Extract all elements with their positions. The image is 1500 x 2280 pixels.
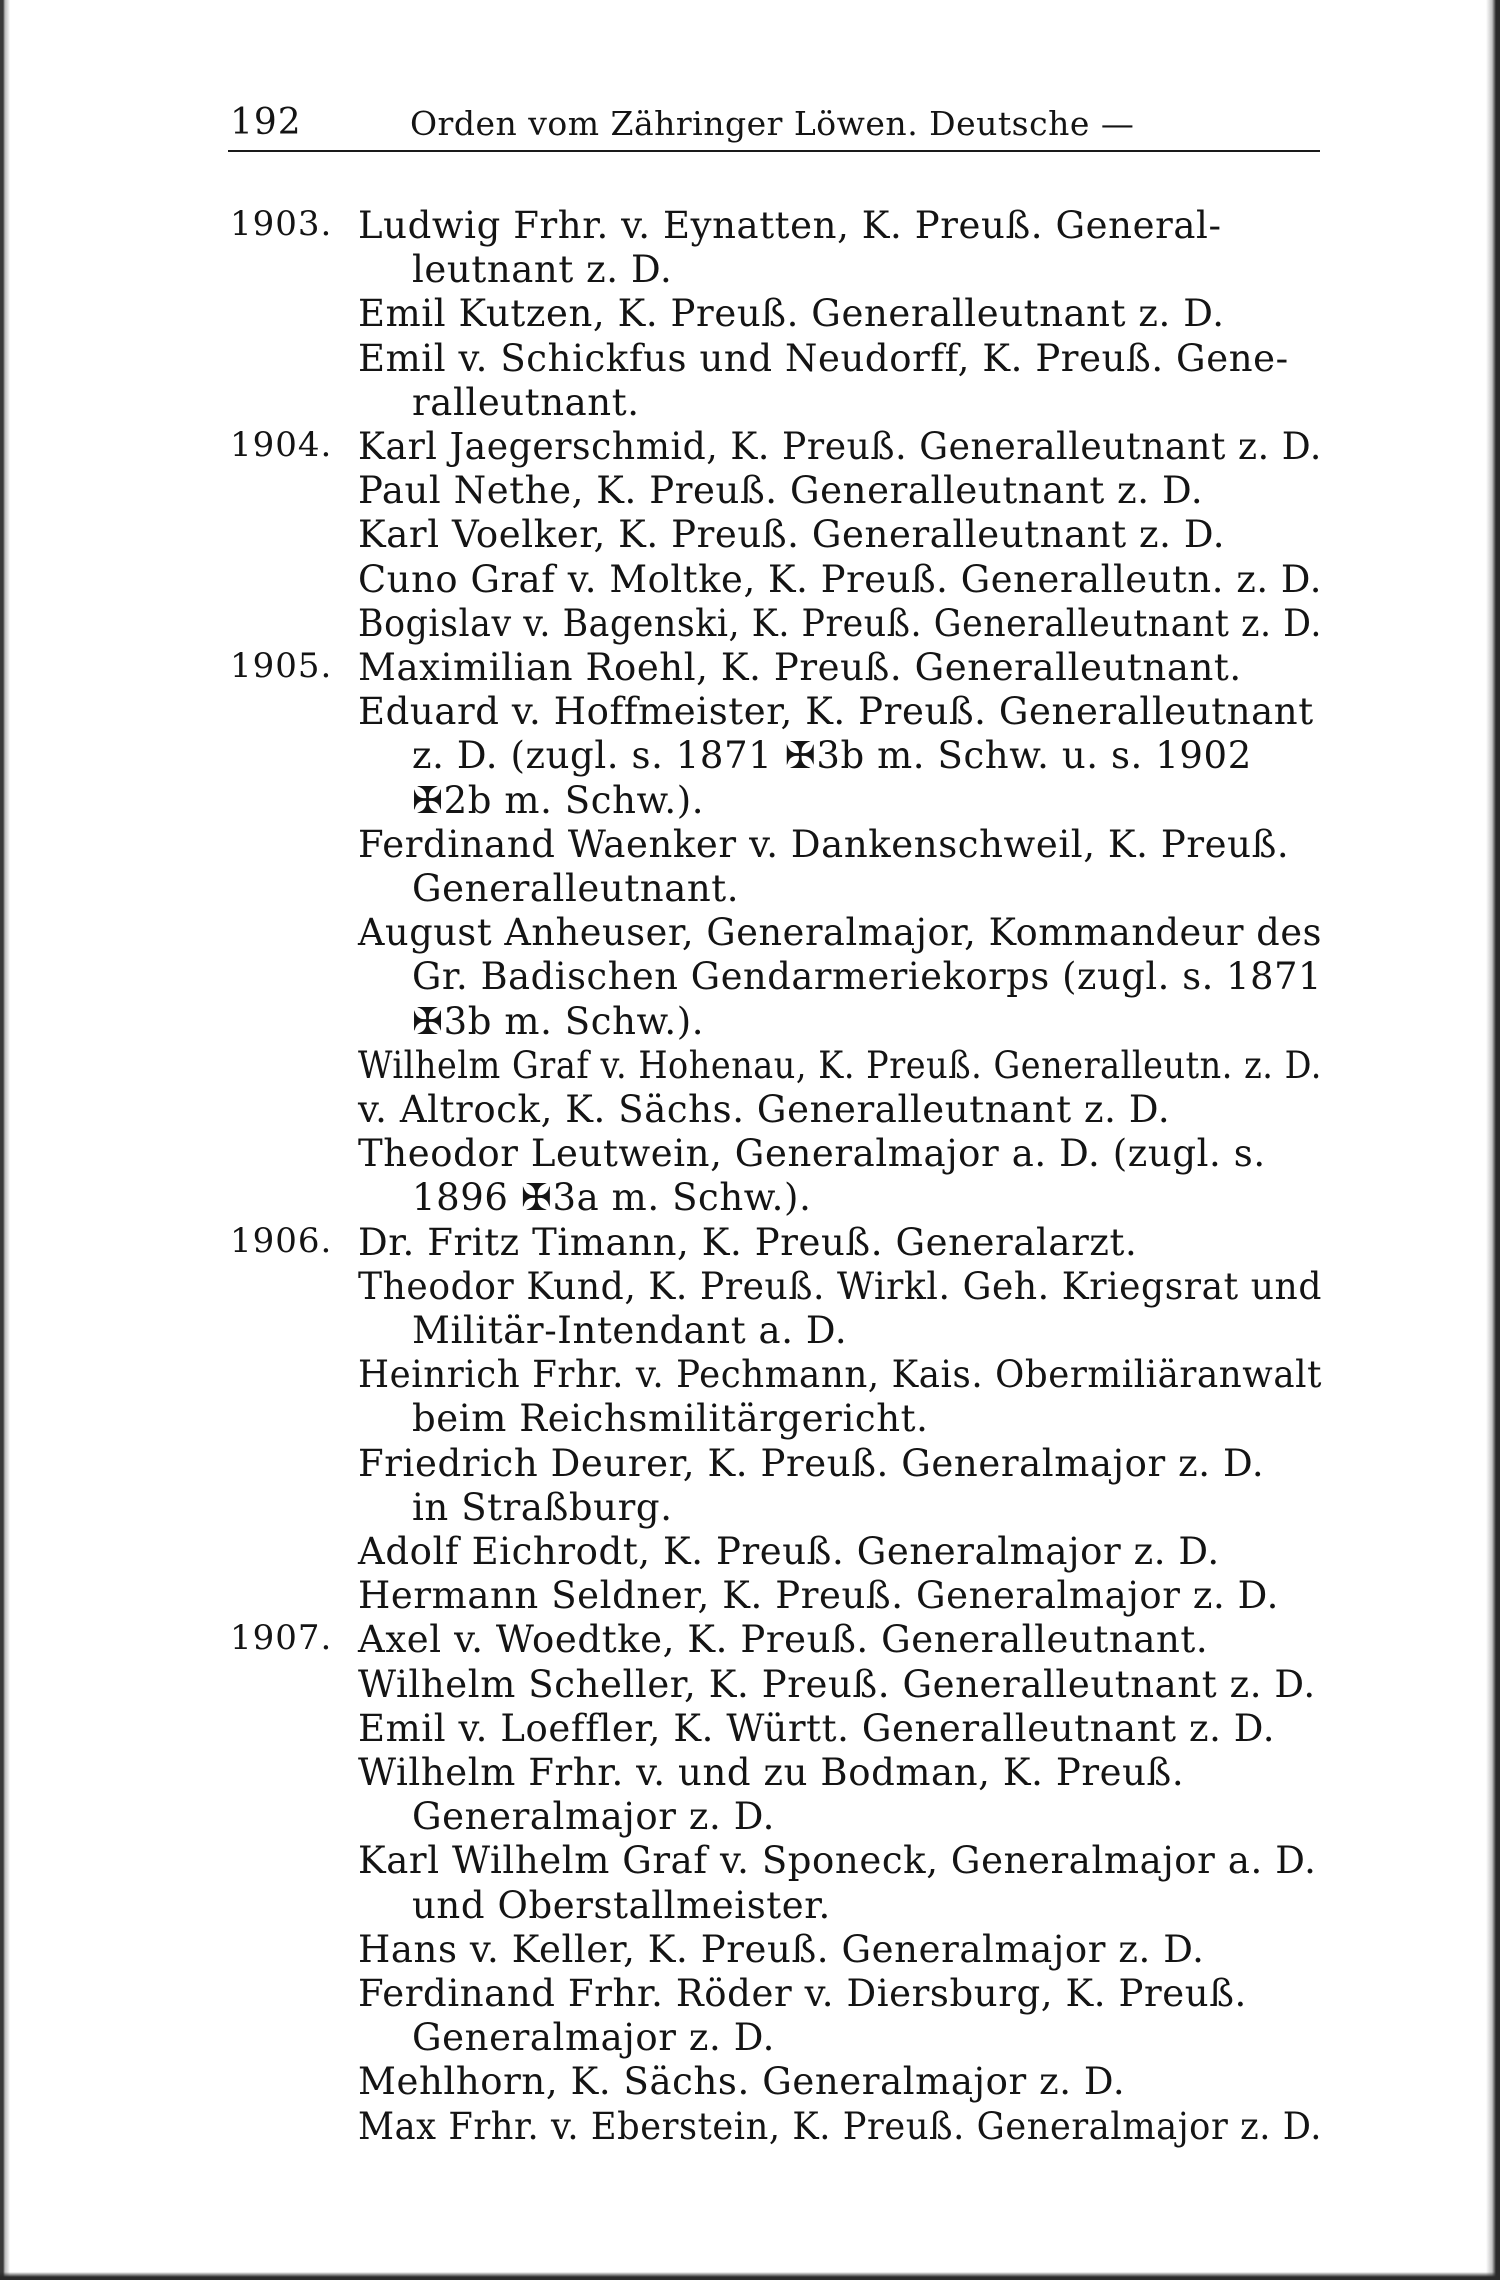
entry-continuation: Generalmajor z. D. — [412, 2016, 776, 2060]
entry-text: v. Altrock, K. Sächs. Generalleutnant z. D. — [358, 1088, 1171, 1131]
entry-year: 1907. — [230, 1618, 333, 1659]
entry-text: Axel v. Woedtke, K. Preuß. Generalleutnant. — [358, 1618, 1209, 1662]
entry-text: Hermann Seldner, K. Preuß. Generalmajor z. D. — [358, 1574, 1279, 1618]
running-title: Orden vom Zähringer Löwen. Deutsche — — [410, 104, 1135, 143]
entry-continuation: und Oberstallmeister. — [412, 1883, 831, 1927]
entry-text: Cuno Graf v. Moltke, K. Preuß. Generalleutn. z. D. — [358, 557, 1323, 601]
entry-text: August Anheuser, Generalmajor, Kommandeur des — [358, 911, 1322, 955]
entry-continuation: ✠2b m. Schw.). — [412, 778, 705, 822]
entry-text: Hans v. Keller, K. Preuß. Generalmajor z. D. — [358, 1927, 1205, 1971]
entry-year: 1903. — [230, 204, 333, 244]
entry-text: Ludwig Frhr. v. Eynatten, K. Preuß. General- — [358, 204, 1222, 247]
entry-text: Adolf Eichrodt, K. Preuß. Generalmajor z. D. — [358, 1530, 1220, 1573]
entry-continuation: Generalmajor z. D. — [412, 1795, 776, 1839]
entry-text: Emil Kutzen, K. Preuß. Generalleutnant z. D. — [358, 292, 1225, 336]
entry-year: 1906. — [230, 1220, 333, 1261]
entry-text: Karl Jaegerschmid, K. Preuß. Generalleutnant z. D. — [358, 425, 1322, 468]
entry-continuation: leutnant z. D. — [412, 248, 673, 292]
entry-text: Wilhelm Scheller, K. Preuß. Generalleutnant z. D. — [358, 1662, 1316, 1706]
entry-text: Emil v. Loeffler, K. Württ. Generalleutnant z. D. — [358, 1706, 1276, 1750]
entry-continuation: Militär-Intendant a. D. — [412, 1308, 848, 1352]
entry-continuation: ralleutnant. — [412, 380, 640, 424]
entry-continuation: in Straßburg. — [412, 1485, 673, 1529]
entry-text: Wilhelm Frhr. v. und zu Bodman, K. Preuß. — [358, 1751, 1185, 1794]
entry-text: Karl Wilhelm Graf v. Sponeck, Generalmajor a. D. — [358, 1839, 1317, 1883]
entry-year: 1905. — [230, 646, 333, 686]
entry-continuation: Generalleutnant. — [412, 866, 740, 910]
entry-year: 1904. — [230, 425, 333, 465]
entry-text: Heinrich Frhr. v. Pechmann, Kais. Obermiliäranwalt — [358, 1353, 1322, 1397]
entry-text: Theodor Kund, K. Preuß. Wirkl. Geh. Kriegsrat und — [358, 1264, 1322, 1308]
entry-continuation: 1896 ✠3a m. Schw.). — [412, 1176, 812, 1220]
page-edge-left — [0, 0, 10, 2280]
entry-text: Max Frhr. v. Eberstein, K. Preuß. Generalmajor z. D. — [358, 2104, 1323, 2148]
entry-continuation: Gr. Badischen Gendarmeriekorps (zugl. s. 1871 — [412, 955, 1323, 999]
entry-continuation: z. D. (zugl. s. 1871 ✠3b m. Schw. u. s. 1902 — [412, 734, 1252, 778]
entry-text: Ferdinand Waenker v. Dankenschweil, K. Preuß. — [358, 822, 1290, 866]
entry-text: Bogislav v. Bagenski, K. Preuß. Generalleutnant z. D. — [358, 601, 1322, 645]
entry-continuation: beim Reichsmilitärgericht. — [412, 1397, 929, 1441]
page-edge-bottom — [0, 2272, 1500, 2280]
page-number: 192 — [230, 102, 302, 143]
entry-text: Theodor Leutwein, Generalmajor a. D. (zugl. s. — [358, 1132, 1266, 1176]
entry-text: Mehlhorn, K. Sächs. Generalmajor z. D. — [358, 2060, 1126, 2104]
entry-text: Ferdinand Frhr. Röder v. Diersburg, K. Preuß. — [358, 1972, 1247, 2015]
entry-text: Wilhelm Graf v. Hohenau, K. Preuß. Generalleutn. z. D. — [358, 1043, 1322, 1087]
entry-text: Paul Nethe, K. Preuß. Generalleutnant z. D. — [358, 469, 1204, 513]
entry-text: Emil v. Schickfus und Neudorff, K. Preuß. Gene- — [358, 336, 1289, 380]
page-header — [230, 102, 1320, 148]
entry-text: Eduard v. Hoffmeister, K. Preuß. Generalleutnant — [358, 690, 1314, 734]
entry-text: Maximilian Roehl, K. Preuß. Generalleutnant. — [358, 646, 1242, 689]
entry-text: Friedrich Deurer, K. Preuß. Generalmajor z. D. — [358, 1441, 1265, 1485]
page-edge-right — [1486, 0, 1500, 2280]
entry-text: Karl Voelker, K. Preuß. Generalleutnant z. D. — [358, 513, 1226, 557]
header-rule — [228, 150, 1320, 152]
entry-continuation: ✠3b m. Schw.). — [412, 999, 705, 1043]
entry-text: Dr. Fritz Timann, K. Preuß. Generalarzt. — [358, 1220, 1138, 1264]
